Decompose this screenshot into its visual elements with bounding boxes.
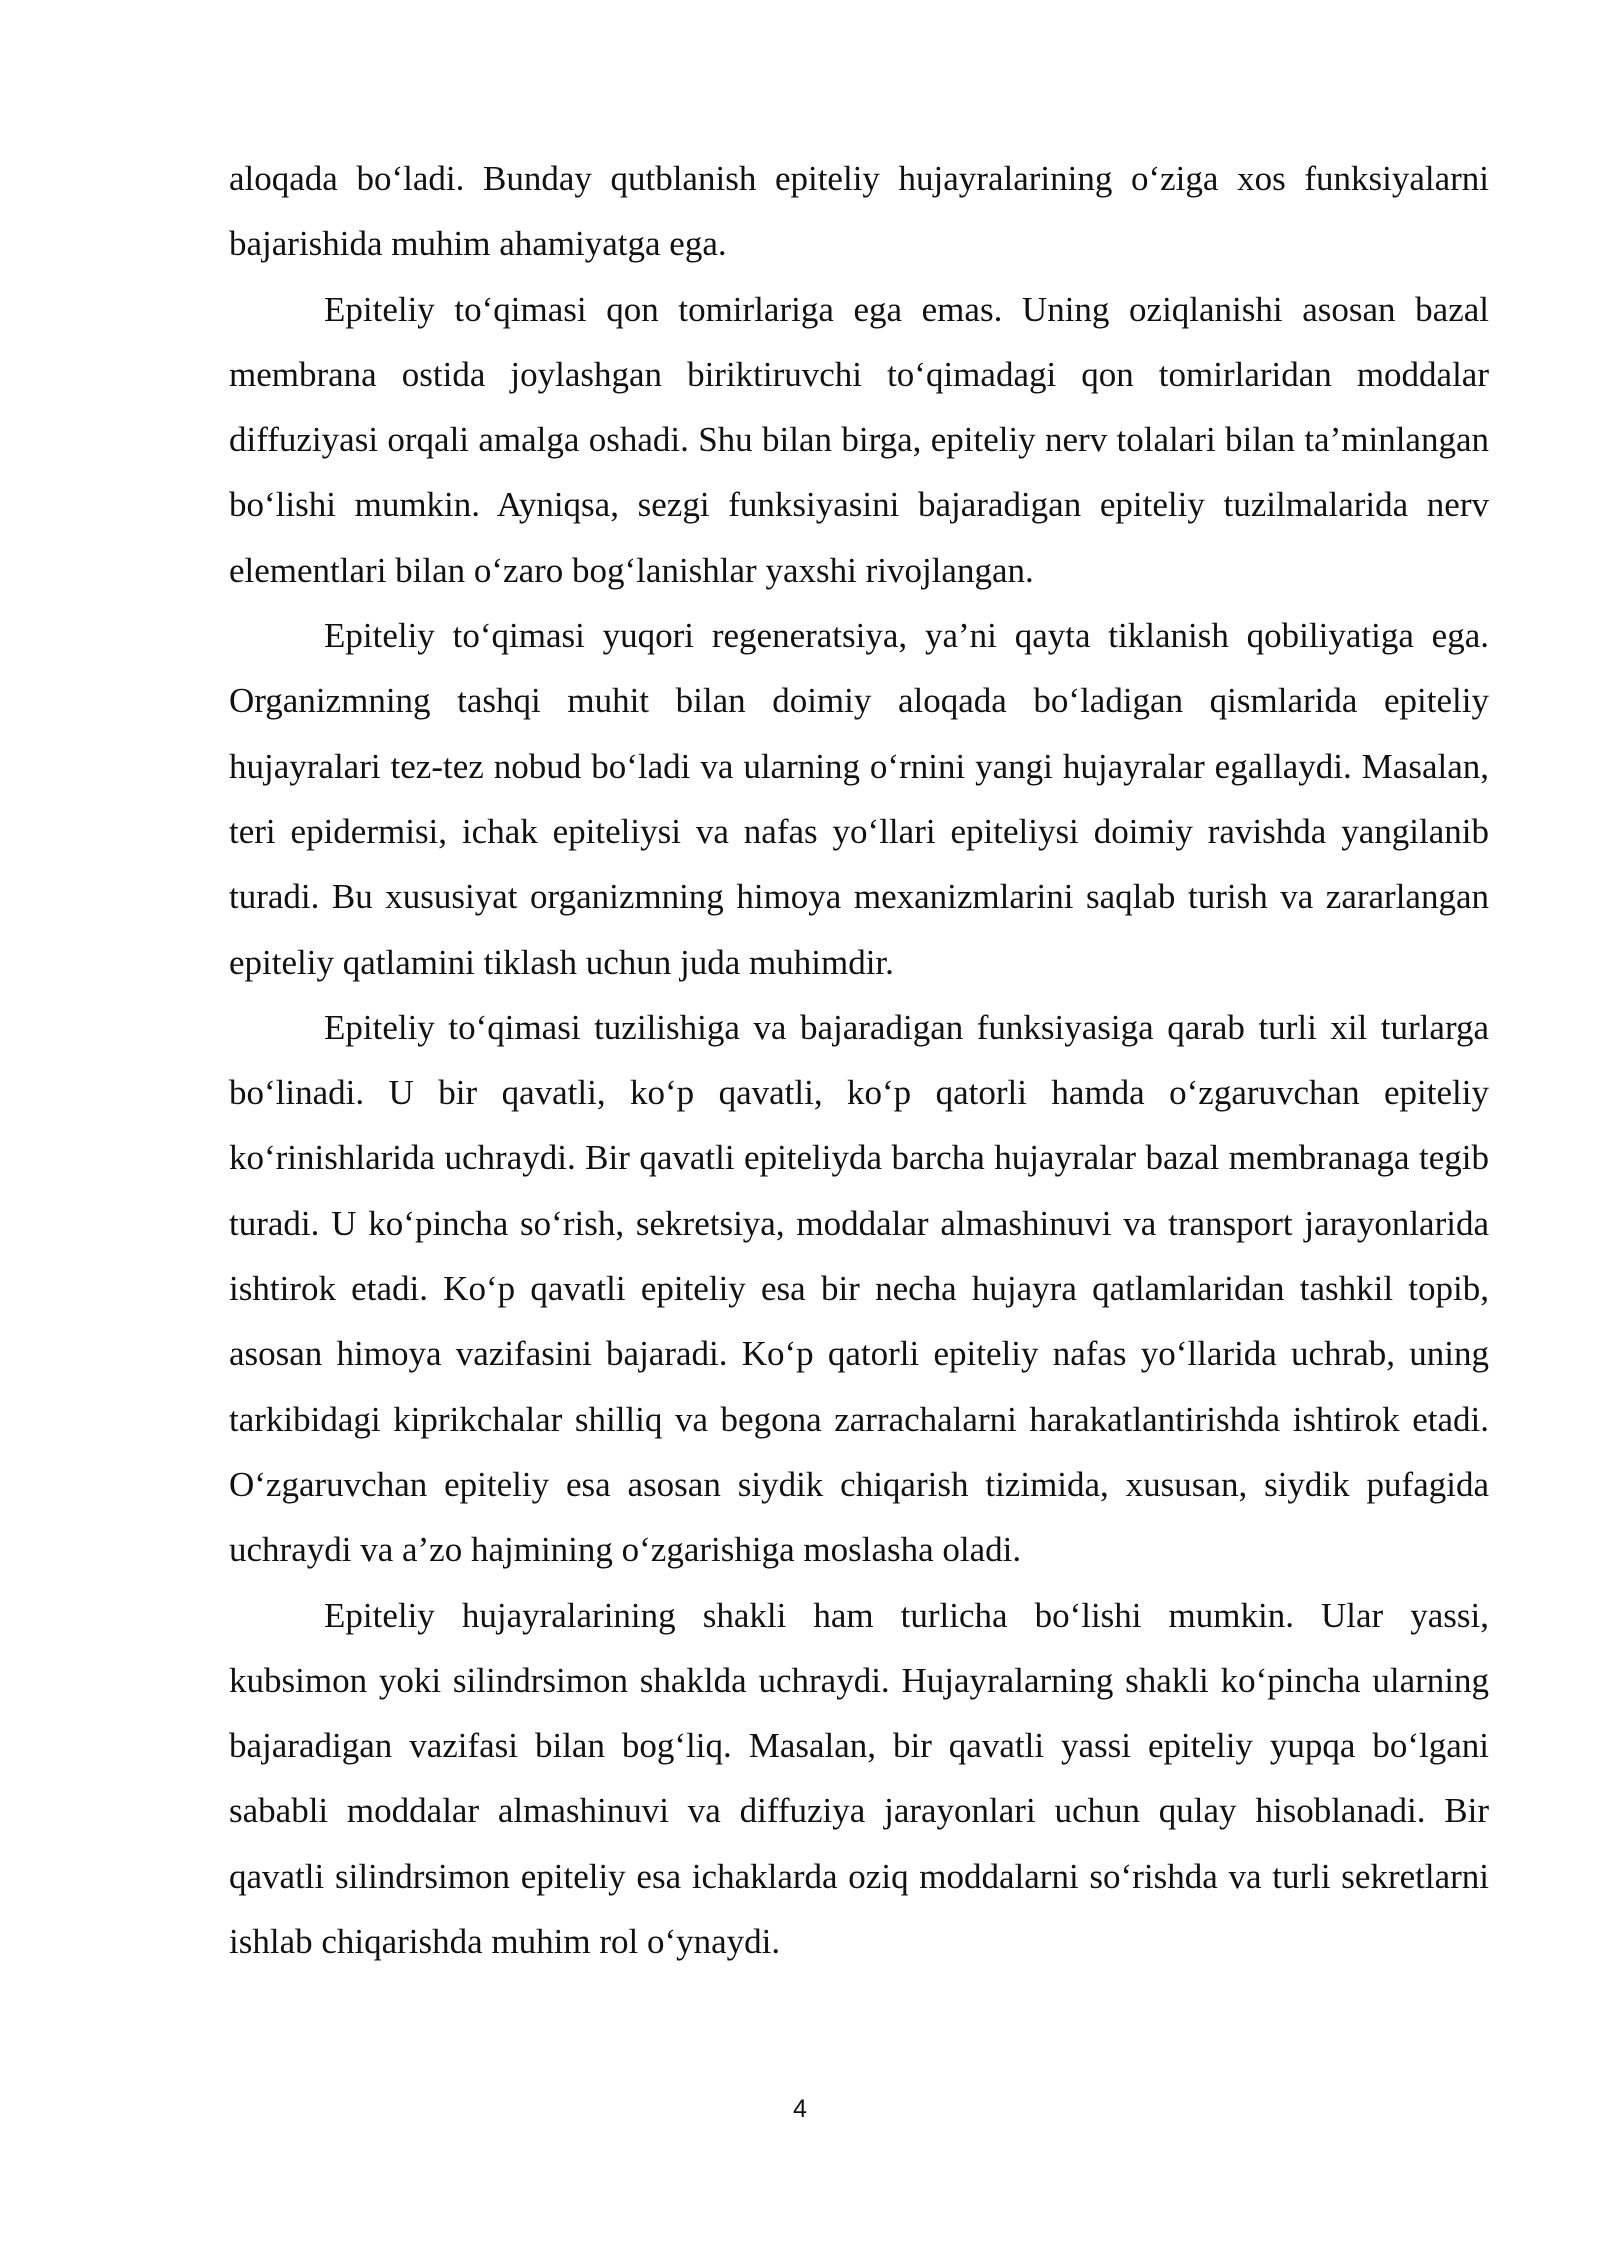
document-body xyxy=(229,146,1489,1974)
paragraph-epithelium-types: Epiteliy to‘qimasi tuzilishiga va bajaradigan funksiyasiga qarab turli xil turlarga bo‘linadi. U bir qavatli, ko‘p qavatli, ko‘p qatorli hamda o‘zgaruvchan epiteliy ko‘rinishlarida uchraydi. Bir qavatli epiteliyda barcha hujayralar bazal membranaga tegib turadi. U ko‘pincha so‘rish, sekretsiya, moddalar almashinuvi va transport jarayonlarida ishtirok etadi. Ko‘p qavatli epiteliy esa bir necha hujayra qatlamlaridan tashkil topib, asosan himoya vazifasini bajaradi. Ko‘p qatorli epiteliy nafas yo‘llarida uchrab, uning tarkibidagi kiprikchalar shilliq va begona zarrachalarni harakatlantirishda ishtirok etadi. O‘zgaruvchan epiteliy esa asosan siydik chiqarish tizimida, xususan, siydik pufagida uchraydi va a’zo hajmining o‘zgarishiga moslasha oladi. xyxy=(229,1007,1489,1570)
paragraph-blood-supply: Epiteliy to‘qimasi qon tomirlariga ega emas. Uning oziqlanishi asosan bazal membrana ostida joylashgan biriktiruvchi to‘qimadagi qon tomirlaridan moddalar diffuziyasi orqali amalga oshadi. Shu bilan birga, epiteliy nerv tolalari bilan ta’minlangan bo‘lishi mumkin. Ayniqsa, sezgi funksiyasini bajaradigan epiteliy tuzilmalarida nerv elementlari bilan o‘zaro bog‘lanishlar yaxshi rivojlangan. xyxy=(229,289,1489,590)
paragraph-continuation: aloqada bo‘ladi. Bunday qutblanish epiteliy hujayralarining o‘ziga xos funksiyalarni bajarishida muhim ahamiyatga ega. xyxy=(229,159,1489,264)
paragraph-regeneration: Epiteliy to‘qimasi yuqori regeneratsiya, ya’ni qayta tiklanish qobiliyatiga ega. Organizmning tashqi muhit bilan doimiy aloqada bo‘ladigan qismlarida epiteliy hujayralari tez-tez nobud bo‘ladi va ularning o‘rnini yangi hujayralar egallaydi. Masalan, teri epidermisi, ichak epiteliysi va nafas yo‘llari epiteliysi doimiy ravishda yangilanib turadi. Bu xususiyat organizmning himoya mexanizmlarini saqlab turish va zararlangan epiteliy qatlamini tiklash uchun juda muhimdir. xyxy=(229,616,1489,982)
paragraph-cell-shapes: Epiteliy hujayralarining shakli ham turlicha bo‘lishi mumkin. Ular yassi, kubsimon yoki silindrsimon shaklda uchraydi. Hujayralarning shakli ko‘pincha ularning bajaradigan vazifasi bilan bog‘liq. Masalan, bir qavatli yassi epiteliy yupqa bo‘lgani sababli moddalar almashinuvi va diffuziya jarayonlari uchun qulay hisoblanadi. Bir qavatli silindrsimon epiteliy esa ichaklarda oziq moddalarni so‘rishda va turli sekretlarni ishlab chiqarishda muhim rol o‘ynaydi. xyxy=(229,1595,1489,1962)
page-number: 4 xyxy=(793,2095,807,2123)
